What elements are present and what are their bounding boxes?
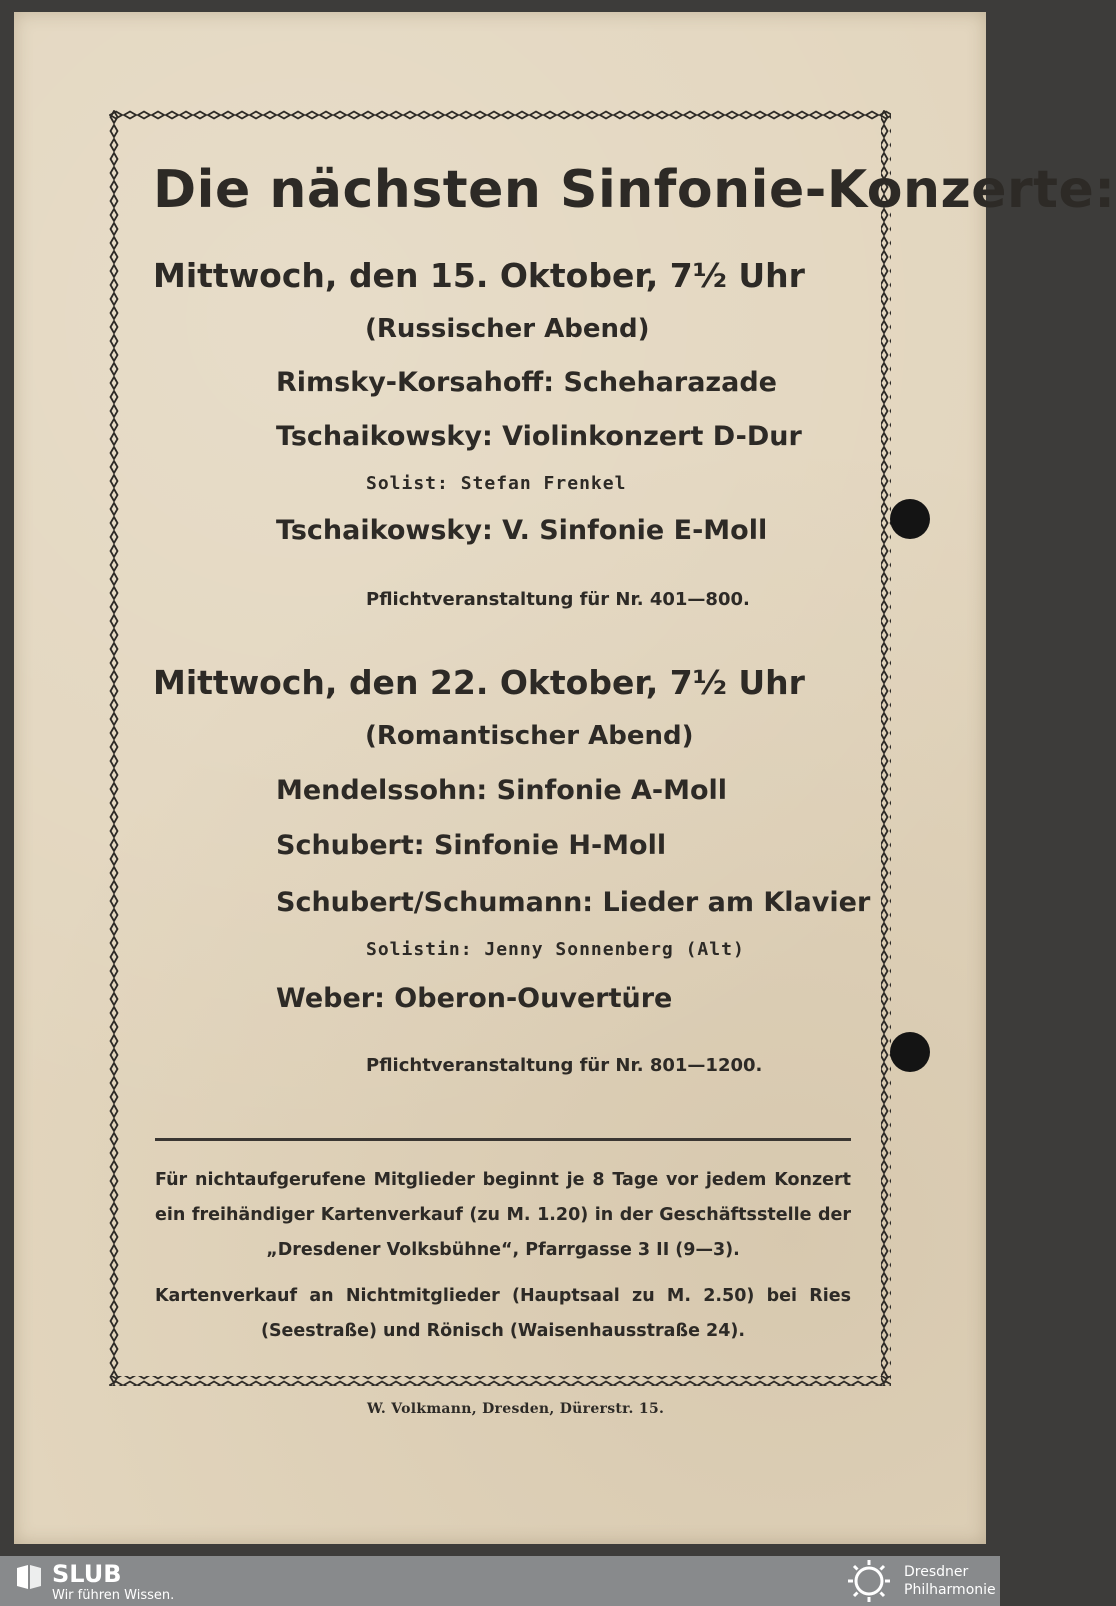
slub-tagline: Wir führen Wissen. (52, 1588, 175, 1603)
concert-2-work-3: Schubert/Schumann: Lieder am Klavier (276, 887, 871, 918)
philharmonie-sun-icon (842, 1556, 896, 1606)
concert-2-subtitle: (Romantischer Abend) (365, 721, 694, 751)
document-title: Die nächsten Sinfonie-Konzerte: (153, 160, 1116, 220)
slub-name: SLUB (52, 1560, 122, 1588)
concert-1-work-2: Tschaikowsky: Violinkonzert D-Dur (276, 421, 802, 452)
concert-2-date: Mittwoch, den 22. Oktober, 7½ Uhr (153, 663, 805, 702)
concert-2-work-2: Schubert: Sinfonie H-Moll (276, 830, 667, 861)
printer-imprint: W. Volkmann, Dresden, Dürerstr. 15. (367, 1401, 665, 1417)
concert-1-duty-note: Pflichtveranstaltung für Nr. 401—800. (366, 589, 750, 610)
concert-1-subtitle: (Russischer Abend) (365, 314, 650, 344)
philharmonie-name-line-1: Dresdner (904, 1564, 969, 1580)
section-divider (155, 1138, 851, 1141)
philharmonie-name-line-2: Philharmonie (904, 1582, 996, 1598)
notice-members-sale: Für nichtaufgerufene Mitglieder beginnt je 8 Tage vor jedem Konzert ein freihändiger Kartenverkauf (zu M. 1.20) in der Geschäftsstelle der „Dresdener Volksbühne“, Pfarrgasse 3 II (9—3). (155, 1170, 851, 1260)
concert-1-soloist: Solist: Stefan Frenkel (366, 473, 627, 494)
punch-hole-upper (890, 499, 930, 539)
concert-1-work-1: Rimsky-Korsahoff: Scheharazade (276, 367, 777, 398)
concert-2-duty-note: Pflichtveranstaltung für Nr. 801—1200. (366, 1055, 763, 1076)
concert-2-work-4: Weber: Oberon-Ouvertüre (276, 983, 673, 1014)
slub-book-icon (14, 1562, 44, 1592)
concert-1-date: Mittwoch, den 15. Oktober, 7½ Uhr (153, 256, 805, 295)
concert-2-work-1: Mendelssohn: Sinfonie A-Moll (276, 775, 728, 806)
punch-hole-lower (890, 1032, 930, 1072)
concert-1-work-3: Tschaikowsky: V. Sinfonie E-Moll (276, 515, 768, 546)
notice-nonmembers-sale: Kartenverkauf an Nichtmitglieder (Hauptsaal zu M. 2.50) bei Ries (Seestraße) und Rönisch (Waisenhausstraße 24). (155, 1286, 851, 1341)
footer-bar (0, 1556, 1000, 1606)
concert-2-soloist: Solistin: Jenny Sonnenberg (Alt) (366, 939, 745, 960)
